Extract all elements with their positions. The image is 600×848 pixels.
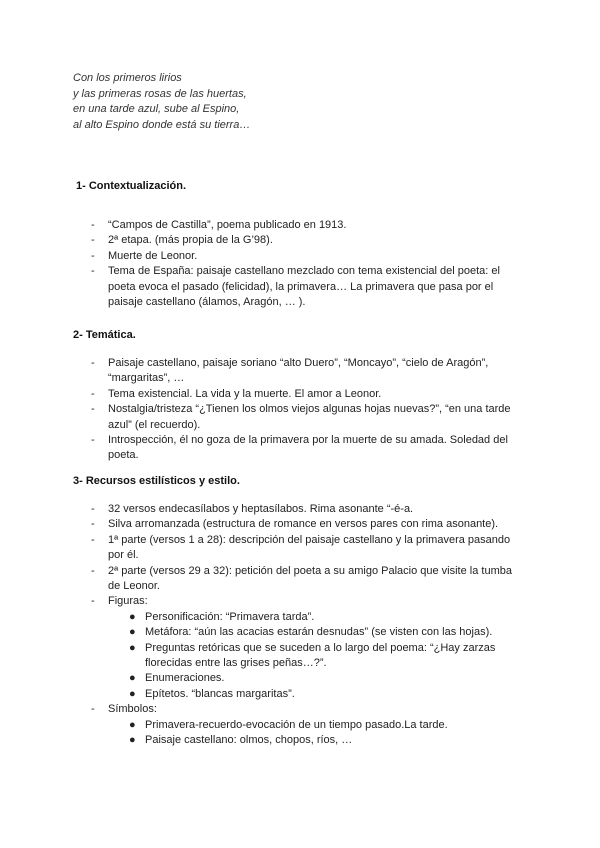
section-heading-recursos: 3- Recursos estilísticos y estilo. [73, 475, 240, 487]
section-heading-contextualizacion: 1- Contextualización. [76, 180, 187, 192]
list-item: - Tema existencial. La vida y la muerte. El amor a Leonor. [91, 387, 382, 400]
list-item: - Introspección, él no goza de la primavera por la muerte de su amada. Soledad del poeta. [91, 434, 508, 462]
section-list-recursos [91, 502, 521, 749]
list-item: - “Campos de Castilla”, poema publicado en 1913. [91, 219, 347, 231]
list-item: - Nostalgia/tristeza “¿Tienen los olmos viejos algunas hojas nuevas?”, “en una tarde azul” (el recuerdo). [91, 403, 511, 431]
list-item: - 32 versos endecasílabos y heptasílabos. Rima asonante “-é-a. [91, 503, 414, 515]
bullet-icon: ● [129, 672, 136, 685]
sub-list-item: ● Personificación: “Primavera tarda”. [127, 610, 521, 625]
section-list-contextualizacion [91, 218, 521, 310]
sub-list-item: ● Paisaje castellano: olmos, chopos, ríos, … [127, 733, 521, 748]
list-item-figuras: - Figuras: ● Personificación: “Primavera tarda”. ● Metáfora: “aún las acacias estarán desnudas” (se visten con las hojas). ● Preguntas retóricas que se suceden a lo largo del poema: “¿Hay zarzas florecidas entre las grises peñas…?”. ● Enumeraciones. ● Epítetos. “blancas margaritas”. [91, 594, 521, 702]
list-item: - Paisaje castellano, paisaje soriano “alto Duero”, “Moncayo”, “cielo de Aragón”, “margaritas”, … [91, 357, 489, 385]
bullet-icon: ● [129, 610, 136, 623]
list-item: - Tema de España: paisaje castellano mezclado con tema existencial del poeta: el poeta evoca el pasado (felicidad), la primavera… La primavera que pasa por el paisaje castellano (álamos, Aragón, … ). [91, 265, 500, 309]
list-item: - 2ª parte (versos 29 a 32): petición del poeta a su amigo Palacio que visite la tumba de Leonor. [91, 564, 512, 593]
bullet-icon: ● [129, 718, 136, 731]
section-heading-tematica: 2- Temática. [73, 329, 136, 341]
bullet-icon: ● [129, 687, 136, 700]
sub-list-item: ● Enumeraciones. [127, 671, 521, 686]
figuras-sublist [108, 610, 521, 702]
list-item: - 1ª parte (versos 1 a 28): descripción del paisaje castellano y la primavera pasando por él. [91, 533, 511, 562]
poem-excerpt [73, 71, 250, 133]
poem-line: Con los primeros lirios [73, 72, 182, 84]
bullet-icon: ● [129, 641, 136, 654]
bullet-icon: ● [129, 734, 136, 747]
list-item-simbolos: - Símbolos: ● Primavera-recuerdo-evocación de un tiempo pasado.La tarde. ● Paisaje castellano: olmos, chopos, ríos, … [91, 702, 521, 748]
section-list-tematica [91, 356, 521, 464]
poem-line: y las primeras rosas de las huertas, [73, 87, 247, 100]
simbolos-sublist [108, 718, 521, 749]
bullet-icon: ● [129, 626, 136, 639]
poem-line: en una tarde azul, sube al Espino, [73, 103, 240, 115]
list-item: - Silva arromanzada (estructura de romance en versos pares con rima asonante). [91, 518, 499, 531]
sub-list-item: ● Primavera-recuerdo-evocación de un tiempo pasado.La tarde. [127, 718, 521, 733]
list-item: - 2ª etapa. (más propia de la G’98). [91, 234, 273, 247]
sub-list-item: ● Epítetos. “blancas margaritas”. [127, 687, 521, 702]
poem-line: al alto Espino donde está su tierra… [73, 118, 251, 131]
sub-list-item: ● Metáfora: “aún las acacias estarán desnudas” (se visten con las hojas). [127, 625, 521, 640]
sub-list-item: ● Preguntas retóricas que se suceden a lo largo del poema: “¿Hay zarzas florecidas entre las grises peñas…?”. [129, 641, 496, 670]
list-item: - Muerte de Leonor. [91, 249, 198, 262]
